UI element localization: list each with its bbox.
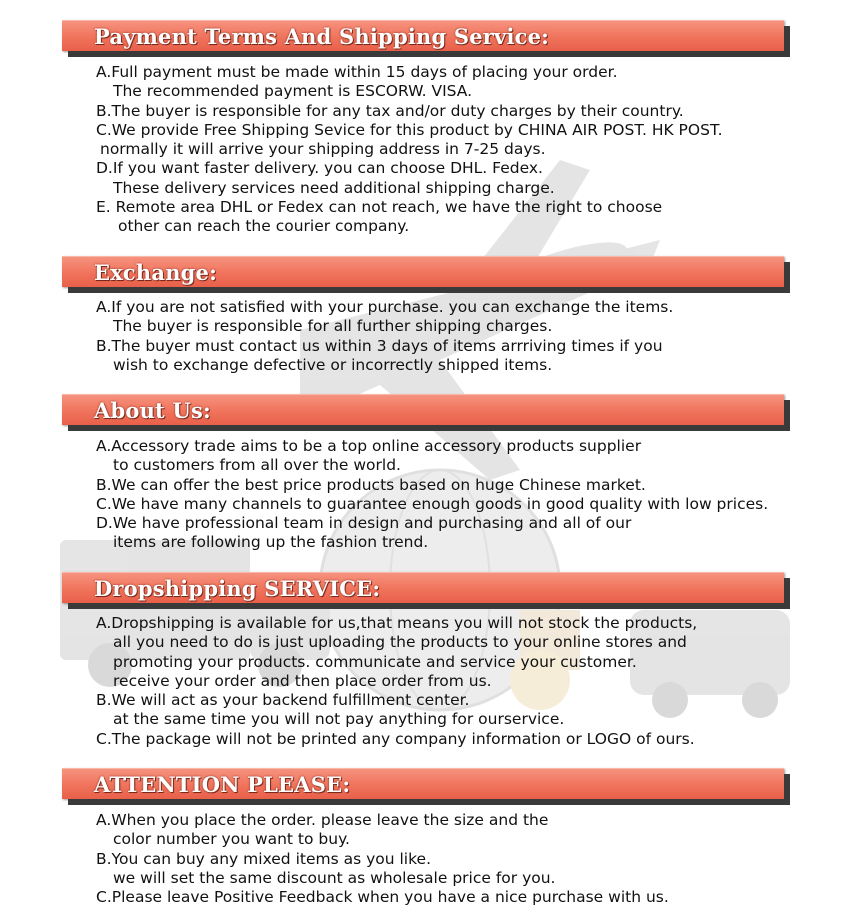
text-line: C.Please leave Positive Feedback when you have a nice purchase with us. <box>96 888 669 907</box>
text-line: to customers from all over the world. <box>113 456 401 475</box>
text-line: C.The package will not be printed any company information or LOGO of ours. <box>96 729 695 748</box>
section-banner <box>62 20 784 51</box>
section-text <box>96 614 697 749</box>
text-line: items are following up the fashion trend. <box>113 533 429 552</box>
text-line: A.Accessory trade aims to be a top online accessory products supplier <box>96 437 642 455</box>
text-line: C.We provide Free Shipping Sevice for this product by CHINA AIR POST. HK POST. <box>96 120 723 139</box>
section-banner <box>62 256 784 287</box>
section-banner <box>62 572 784 603</box>
text-line: normally it will arrive your shipping address in 7-25 days. <box>100 140 546 159</box>
text-line: B.We can offer the best price products based on huge Chinese market. <box>96 475 646 494</box>
text-line: all you need to do is just uploading the products to your online stores and <box>113 633 687 652</box>
text-line: E. Remote area DHL or Fedex can not reach, we have the right to choose <box>96 198 663 217</box>
section-banner <box>62 768 784 799</box>
text-line: color number you want to buy. <box>113 830 350 849</box>
section-title: About Us: <box>94 398 211 423</box>
text-line: we will set the same discount as wholesale price for you. <box>113 868 556 887</box>
text-line: B.The buyer is responsible for any tax and/or duty charges by their country. <box>96 101 684 120</box>
section-title: Dropshipping SERVICE: <box>94 576 381 601</box>
section-title: Payment Terms And Shipping Service: <box>94 24 550 49</box>
text-line: D.We have professional team in design and purchasing and all of our <box>96 514 632 533</box>
section-title: Exchange: <box>94 260 218 285</box>
section-text <box>96 298 673 375</box>
text-line: wish to exchange defective or incorrectly shipped items. <box>113 355 553 374</box>
text-line: D.If you want faster delivery. you can choose DHL. Fedex. <box>96 159 543 178</box>
section-title: ATTENTION PLEASE: <box>94 772 351 797</box>
text-line: B.You can buy any mixed items as you like. <box>96 849 431 868</box>
text-line: promoting your products. communicate and service your customer. <box>113 652 637 671</box>
section-banner <box>62 394 784 425</box>
section-text <box>96 437 768 553</box>
text-line: receive your order and then place order from us. <box>113 671 492 690</box>
section-text <box>96 63 723 237</box>
text-line: These delivery services need additional shipping charge. <box>113 178 555 197</box>
text-line: The buyer is responsible for all further shipping charges. <box>113 317 553 336</box>
text-line: B.We will act as your backend fulfillment center. <box>96 691 470 710</box>
text-line: A.Full payment must be made within 15 days of placing your order. <box>96 63 618 81</box>
text-line: other can reach the courier company. <box>118 217 410 236</box>
text-line: A.When you place the order. please leave the size and the <box>96 811 549 829</box>
text-line: C.We have many channels to guarantee enough goods in good quality with low prices. <box>96 494 769 513</box>
text-line: The recommended payment is ESCORW. VISA. <box>113 82 473 101</box>
section-text <box>96 811 669 907</box>
text-line: A.Dropshipping is available for us,that means you will not stock the products, <box>96 614 698 632</box>
text-line: B.The buyer must contact us within 3 days of items arrriving times if you <box>96 336 663 355</box>
text-line: A.If you are not satisfied with your purchase. you can exchange the items. <box>96 298 674 316</box>
text-line: at the same time you will not pay anything for ourservice. <box>113 710 565 729</box>
